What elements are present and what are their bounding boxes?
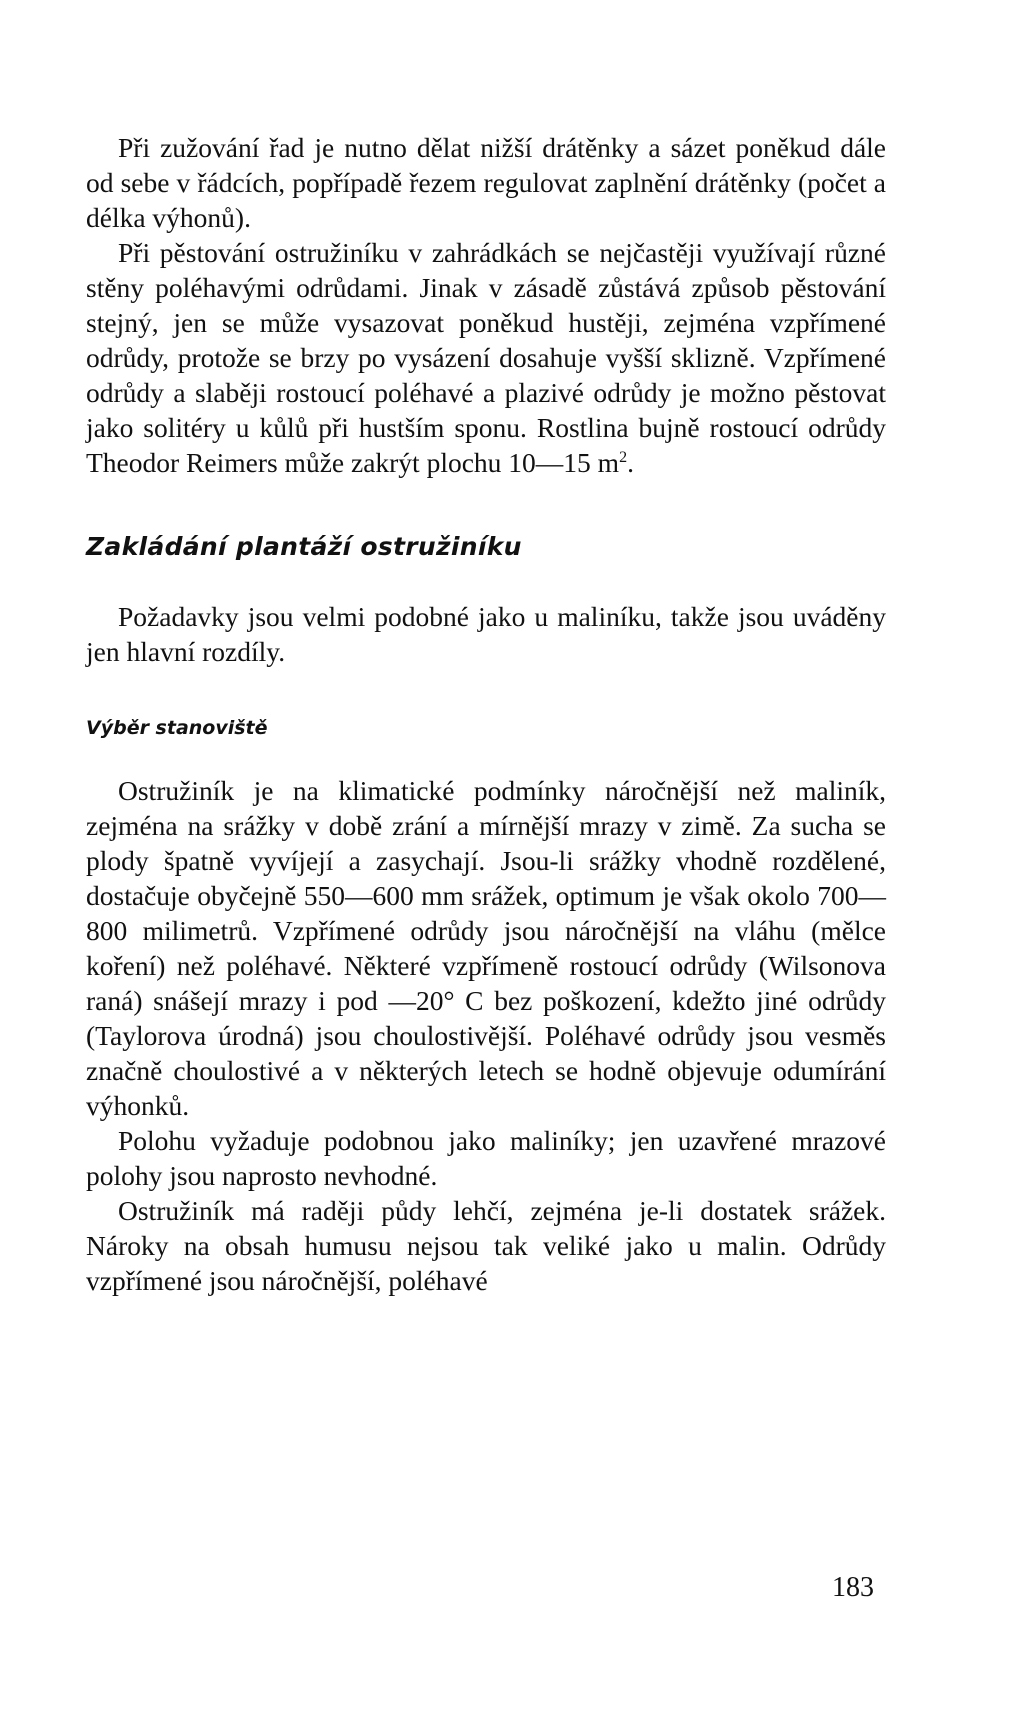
subsection-heading: Výběr stanoviště xyxy=(86,717,268,739)
paragraph-garden-growing-text: Při pěstování ostružiníku v zahrádkách se nejčastěji využívají různé stěny poléhavými odrůdami. Jinak v zásadě zůstává způsob pěstování stejný, jen se může vysazovat poněkud hustěji, zejména vzpřímené odrůdy, protože se brzy po vysázení dosahuje vyšší sklizně. Vzpřímené odrůdy a slaběji rostoucí poléhavé a plazivé odrůdy je možno pěstovat jako solitéry u kůlů při hustším sponu. Rostlina bujně rostoucí odrůdy Theodor Reimers může zakrýt plochu 10—15 m xyxy=(86,237,886,478)
paragraph-garden-growing-end: . xyxy=(627,447,634,478)
paragraph-location: Polohu vyžaduje podobnou jako maliníky; jen uzavřené mrazové polohy jsou naprosto nevhodné. xyxy=(86,1125,886,1191)
section-heading: Zakládání plantáží ostružiníku xyxy=(86,532,522,561)
paragraph-soil: Ostružiník má raději půdy lehčí, zejména je-li dostatek srážek. Nároky na obsah humusu nejsou tak veliké jako u malin. Odrůdy vzpřímené jsou náročnější, poléhavé xyxy=(86,1195,886,1296)
paragraph-garden-growing xyxy=(86,235,886,480)
page-body xyxy=(86,130,886,1298)
paragraph-requirements: Požadavky jsou velmi podobné jako u maliníku, takže jsou uváděny jen hlavní rozdíly. xyxy=(86,601,886,667)
superscript-squared: 2 xyxy=(619,448,628,466)
paragraph-climate: Ostružiník je na klimatické podmínky náročnější než maliník, zejména na srážky v době zrání a mírnější mrazy v zimě. Za sucha se plody špatně vyvíjejí a zasychají. Jsou-li srážky vhodně rozdělené, dostačuje obyčejně 550—600 mm srážek, optimum je však okolo 700—800 milimetrů. Vzpřímené odrůdy jsou náročnější na vláhu (mělce koření) než poléhavé. Některé vzpřímeně rostoucí odrůdy (Wilsonova raná) snášejí mrazy i pod —20° C bez poškození, kdežto jiné odrůdy (Taylorova úrodná) jsou choulostivější. Poléhavé odrůdy jsou vesměs značně choulostivé a v některých letech se hodně objevuje odumírání výhonků. xyxy=(86,775,886,1121)
paragraph-row-narrowing: Při zužování řad je nutno dělat nižší drátěnky a sázet poněkud dále od sebe v řádcích, popřípadě řezem regulovat zaplnění drátěnky (počet a délka výhonů). xyxy=(86,132,886,233)
page-number: 183 xyxy=(832,1572,874,1603)
